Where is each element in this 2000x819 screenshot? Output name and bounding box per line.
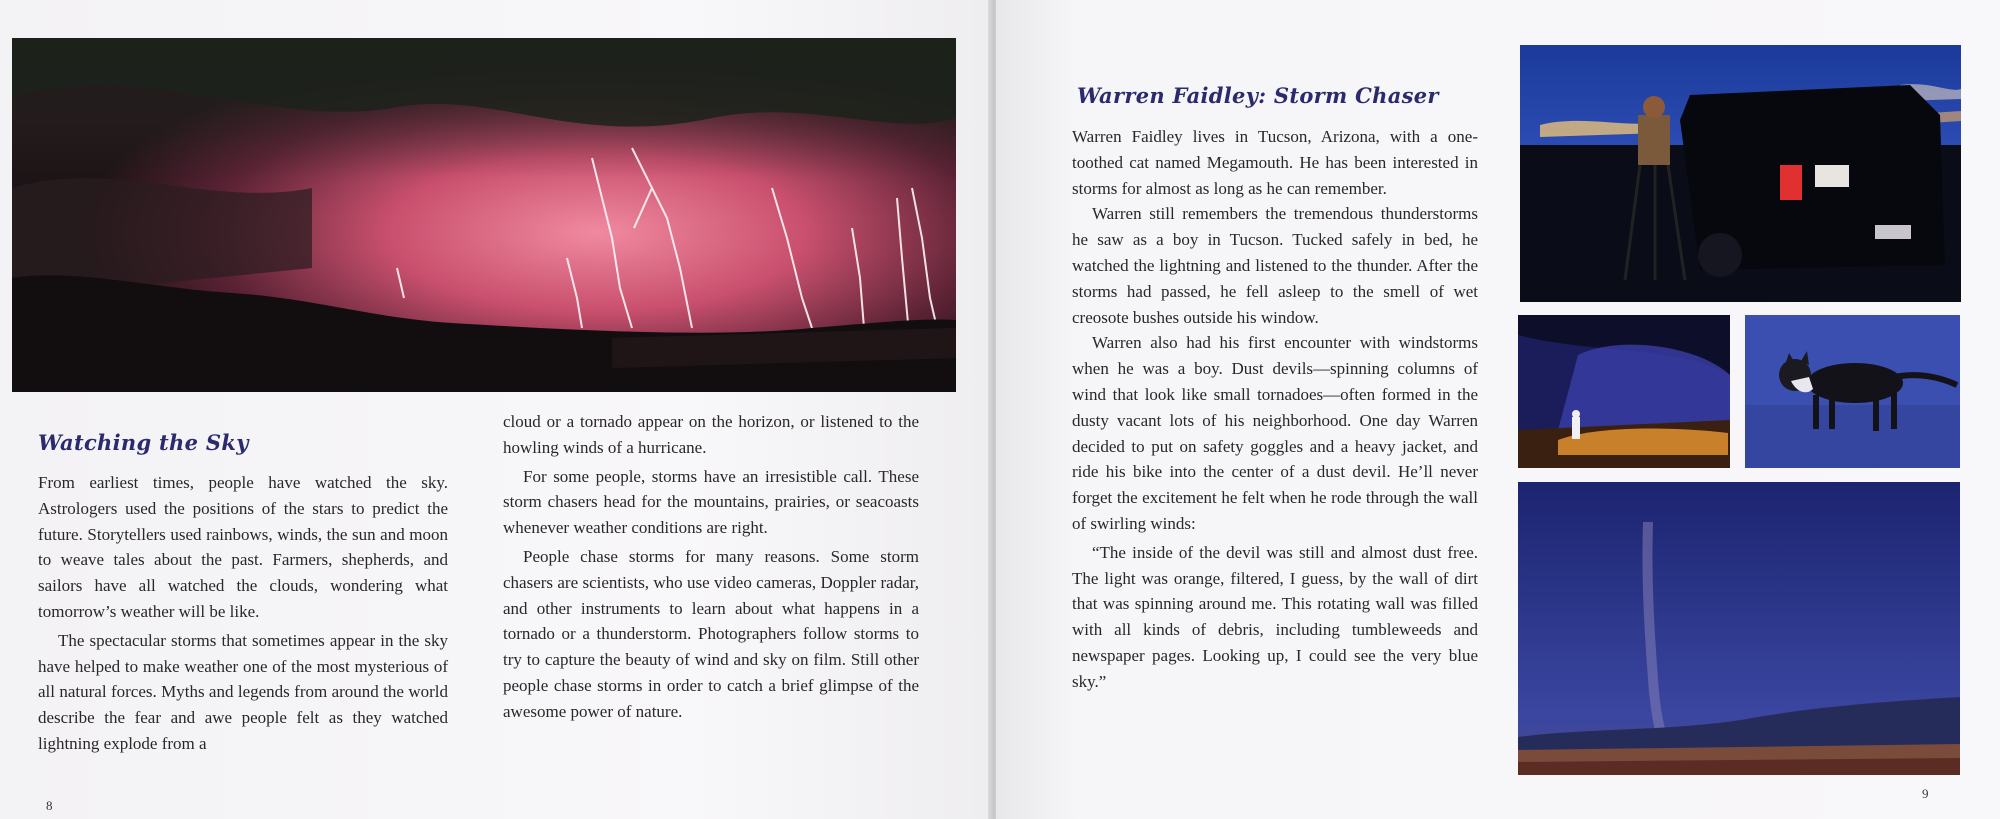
cat-photo (1745, 315, 1960, 468)
dust-devil-photo (1518, 482, 1960, 775)
paragraph: People chase storms for many reasons. Some storm chasers are scientists, who use video cameras, Doppler radar, and other instruments to learn about what happens in a tornado or a thunderstorm. Photographers follow storms to try to capture the beauty of wind and sky on film. Still other people chase storms in order to catch a brief glimpse of the awesome power of nature. (503, 546, 919, 721)
paragraph: Warren Faidley lives in Tucson, Arizona, with a one-toothed cat named Megamouth. He has been interested in storms for almost as long as he can remember. (1072, 127, 1478, 198)
text-column (1072, 124, 1478, 695)
paragraph: Warren also had his first encounter with windstorms when he was a boy. Dust devils—spinning columns of wind that look like small tornadoes—often formed in the dusty vacant lots of his neighborhood. One day Warren decided to put on safety goggles and a heavy jacket, and ride his bike into the center of a dust devil. He’ll never forget the excitement he felt when he rode through the wall of swirling winds: (1072, 333, 1478, 533)
paragraph: For some people, storms have an irresistible call. These storm chasers head for the mountains, prairies, or seacoasts whenever weather conditions are right. (503, 466, 919, 538)
text-column (38, 470, 448, 757)
page-number: 8 (46, 798, 53, 813)
dust-storm-photo (1518, 315, 1730, 468)
lightning-storm-photo (12, 38, 956, 392)
paragraph: The spectacular storms that sometimes appear in the sky have helped to make weather one of the most mysterious of all natural forces. Myths and legends from around the world describe the fear and awe people felt as they watched lightning explode from a (38, 630, 448, 753)
paragraph: cloud or a tornado appear on the horizon, or listened to the howling winds of a hurricane. (503, 412, 919, 457)
left-page (0, 0, 992, 819)
paragraph: Warren still remembers the tremendous thunderstorms he saw as a boy in Tucson. Tucked safely in bed, he watched the lightning and listened to the thunder. After the storms had passed, he fell asleep to the smell of wet creosote bushes outside his window. (1072, 204, 1478, 327)
paragraph: From earliest times, people have watched the sky. Astrologers used the positions of the stars to predict the future. Storytellers used rainbows, winds, the sun and moon to weave tales about the past. Farmers, shepherds, and sailors have all watched the clouds, wondering what tomorrow’s weather will be like. (38, 473, 448, 621)
section-heading: Warren Faidley: Storm Chaser (1077, 83, 1439, 108)
paragraph: “The inside of the devil was still and almost dust free. The light was orange, filtered, I guess, by the wall of dirt that was spinning around me. This rotating wall was filled with all kinds of debris, including tumbleweeds and newspaper pages. Looking up, I could see the very blue sky.” (1072, 542, 1478, 691)
page-number: 9 (1922, 786, 1929, 801)
section-heading: Watching the Sky (38, 430, 249, 455)
storm-chaser-photo (1520, 45, 1961, 302)
text-column (503, 409, 919, 725)
